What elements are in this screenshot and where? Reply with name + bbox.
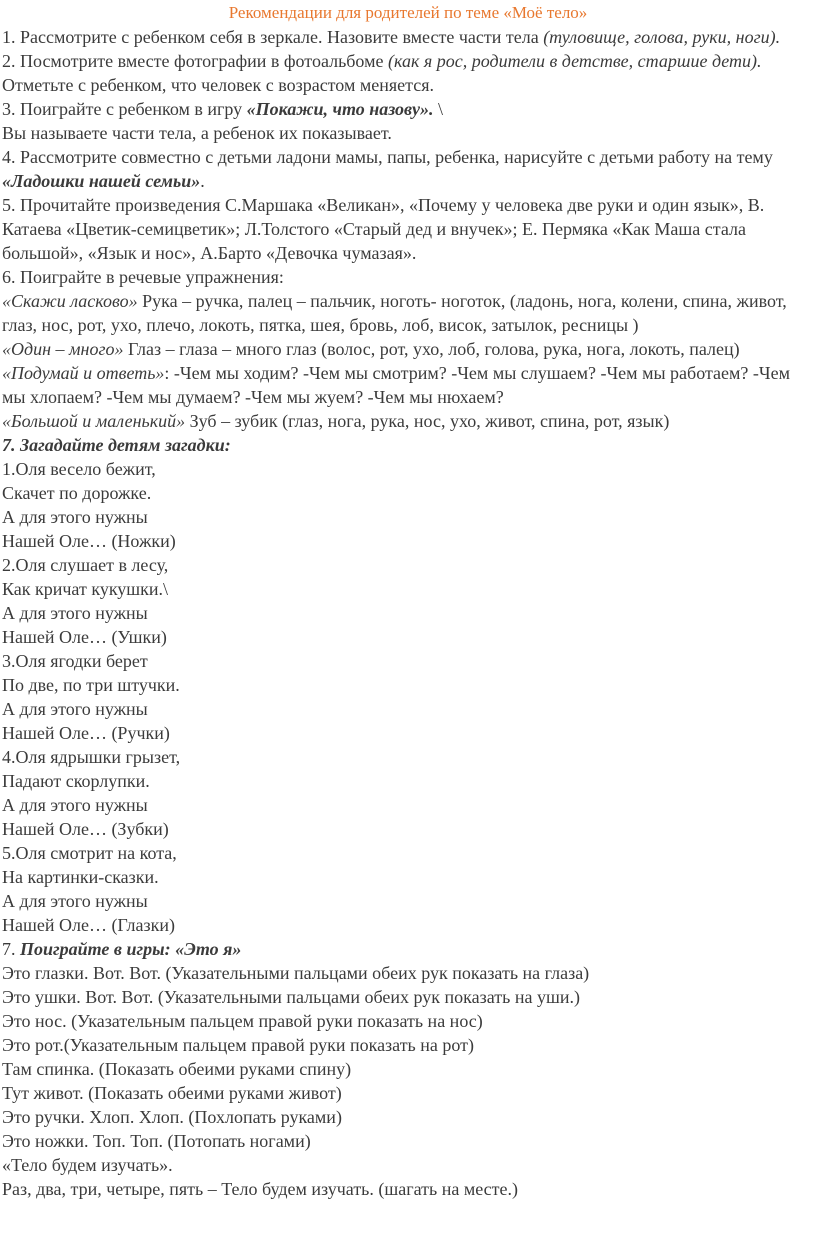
game-line: Это глазки. Вот. Вот. (Указательными пальцами обеих рук показать на глаза) (2, 963, 590, 983)
game-line: «Тело будем изучать». (2, 1155, 173, 1175)
riddle-line: Скачет по дорожке. (2, 483, 152, 503)
riddle-line: Нашей Оле… (Ручки) (2, 723, 170, 743)
riddles-list (2, 457, 814, 937)
game-line: Это ушки. Вот. Вот. (Указательными пальцами обеих рук показать на уши.) (2, 987, 580, 1007)
riddle-line: А для этого нужны (2, 699, 148, 719)
games-list (2, 961, 814, 1201)
riddle-line: Нашей Оле… (Зубки) (2, 819, 169, 839)
game-bolshoy-malenkiy: «Большой и маленький» Зуб – зубик (глаз, нога, рука, нос, ухо, живот, спина, рот, язык) (2, 411, 670, 431)
riddle-line: 5.Оля смотрит на кота, (2, 843, 177, 863)
riddle-line: На картинки-сказки. (2, 867, 159, 887)
game-line: Это ручки. Хлоп. Хлоп. (Похлопать руками) (2, 1107, 342, 1127)
riddle-line: Падают скорлупки. (2, 771, 150, 791)
riddle-line: А для этого нужны (2, 795, 148, 815)
riddle-line: Нашей Оле… (Ушки) (2, 627, 167, 647)
riddle-line: 3.Оля ягодки берет (2, 651, 148, 671)
riddle-line: А для этого нужны (2, 891, 148, 911)
riddle-line: Нашей Оле… (Ножки) (2, 531, 176, 551)
riddle-line: 4.Оля ядрышки грызет, (2, 747, 181, 767)
game-line: Это рот.(Указательным пальцем правой руки показать на рот) (2, 1035, 475, 1055)
riddle-line: 1.Оля весело бежит, (2, 459, 156, 479)
riddle-line: По две, по три штучки. (2, 675, 180, 695)
game-line: Там спинка. (Показать обеими руками спину) (2, 1059, 352, 1079)
recommendation-1: 1. Рассмотрите с ребенком себя в зеркале. Назовите вместе части тела (туловище, голова, руки, ноги). (2, 27, 781, 47)
game-odin-mnogo: «Один – много» Глаз – глаза – много глаз (волос, рот, ухо, лоб, голова, рука, нога, локоть, палец) «Подумай и ответь»: -Чем мы ходим? -Чем мы смотрим? -Чем мы слушаем? -Чем мы работаем? -Чем мы хлопаем? -Чем мы думаем? -Чем мы жуем? -Чем мы нюхаем? (2, 339, 790, 407)
riddle-line: А для этого нужны (2, 507, 148, 527)
game-line: Это нос. (Указательным пальцем правой руки показать на нос) (2, 1011, 483, 1031)
recommendation-4: 4. Рассмотрите совместно с детьми ладони мамы, папы, ребенка, нарисуйте с детьми работу на тему «Ладошки нашей семьи». (2, 147, 773, 191)
recommendation-6-heading: 6. Поиграйте в речевые упражнения: (2, 267, 284, 287)
recommendation-3-line2: Вы называете части тела, а ребенок их показывает. (2, 123, 392, 143)
recommendation-3: 3. Поиграйте с ребенком в игру «Покажи, что назову». \ (2, 99, 444, 119)
riddle-line: Как кричат кукушки.\ (2, 579, 169, 599)
game-line: Это ножки. Топ. Топ. (Потопать ногами) (2, 1131, 311, 1151)
recommendation-5: 5. Прочитайте произведения С.Маршака «Великан», «Почему у человека две руки и один язык», В. Катаева «Цветик-семицветик»; Л.Толстого «Старый дед и внучек»; Е. Пермяка «Как Маша стала большой», «Язык и нос», А.Барто «Девочка чумазая». (2, 195, 765, 263)
game-skazhi-laskovo: «Скажи ласково» Рука – ручка, палец – пальчик, ноготь- ноготок, (ладонь, нога, колени, спина, живот, глаз, нос, рот, ухо, плечо, локоть, пятка, шея, бровь, лоб, висок, затылок, ресницы ) (2, 291, 787, 335)
games-heading: 7. Поиграйте в игры: «Это я» (2, 939, 242, 959)
riddle-line: Нашей Оле… (Глазки) (2, 915, 175, 935)
game-line: Тут живот. (Показать обеими руками живот) (2, 1083, 342, 1103)
recommendation-2: 2. Посмотрите вместе фотографии в фотоальбоме (как я рос, родители в детстве, старшие дети). Отметьте с ребенком, что человек с возрастом меняется. (2, 51, 762, 95)
document-title: Рекомендации для родителей по теме «Моё тело» (228, 3, 588, 22)
riddle-line: А для этого нужны (2, 603, 148, 623)
riddle-line: 2.Оля слушает в лесу, (2, 555, 169, 575)
game-line: Раз, два, три, четыре, пять – Тело будем изучать. (шагать на месте.) (2, 1179, 519, 1199)
riddles-heading: 7. Загадайте детям загадки: (2, 435, 231, 455)
